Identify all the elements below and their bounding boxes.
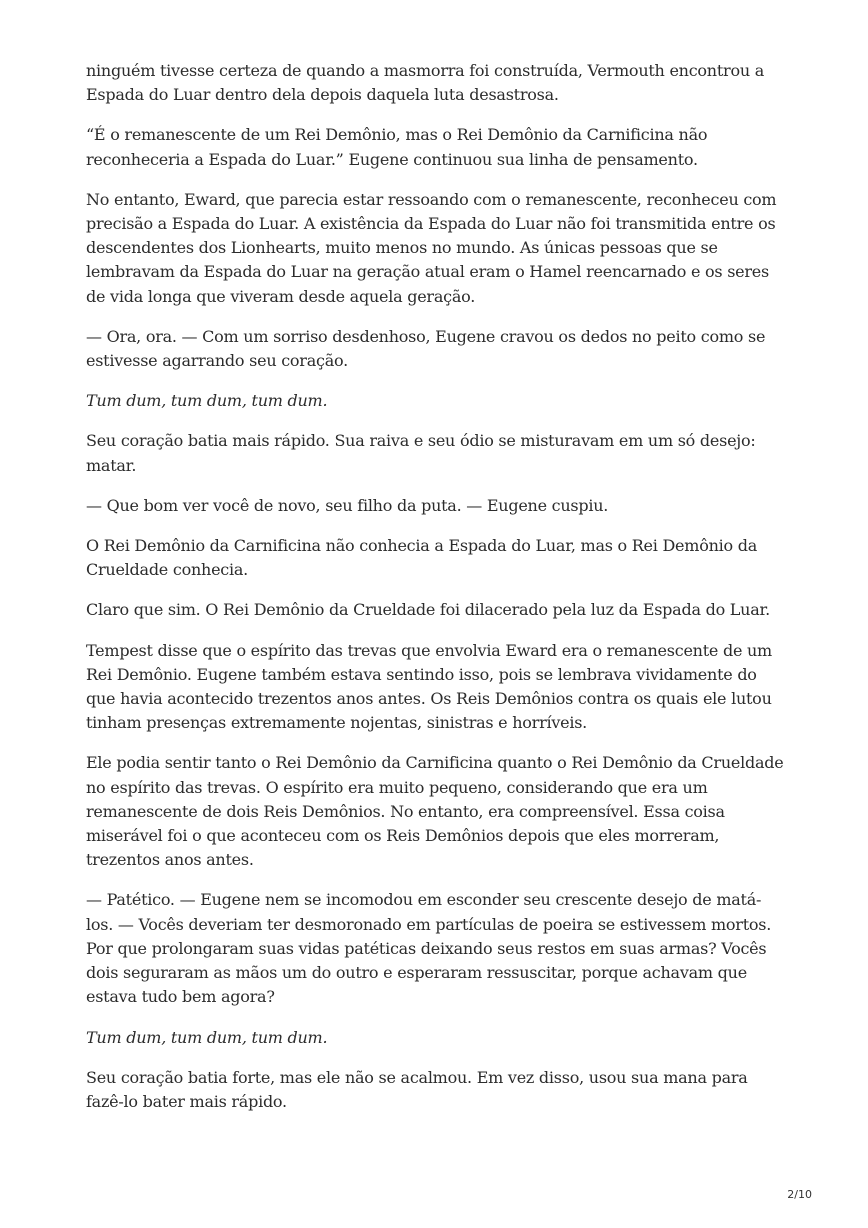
paragraph: ninguém tivesse certeza de quando a masmorra foi construída, Vermouth encontrou a Espada do Luar dentro dela depois daquela luta desastrosa. bbox=[86, 61, 764, 105]
paragraph: — Ora, ora. — Com um sorriso desdenhoso, Eugene cravou os dedos no peito como se estivesse agarrando seu coração. bbox=[86, 326, 766, 371]
paragraph: Tempest disse que o espírito das trevas que envolvia Eward era o remanescente de um Rei Demônio. Eugene também estava sentindo isso, pois se lembrava vividamente do que havia acontecido trezentos anos antes. Os Reis Demônios contra os quais ele lutou tinham presenças extremamente nojentas, sinistras e horríveis. bbox=[86, 640, 772, 733]
document-body bbox=[86, 59, 786, 1130]
paragraph: — Patético. — Eugene nem se incomodou em esconder seu crescente desejo de matá-los. — Vocês deveriam ter desmoronado em partículas de poeira se estivessem mortos. Por que prolongaram suas vidas patéticas deixando seus restos em suas armas? Vocês dois seguraram as mãos um do outro e esperaram ressuscitar, porque achavam que estava tudo bem agora? bbox=[86, 890, 772, 1007]
page-number: 2/10 bbox=[787, 1188, 812, 1201]
paragraph-italic: Tum dum, tum dum, tum dum. bbox=[86, 391, 328, 411]
paragraph: Seu coração batia mais rápido. Sua raiva e seu ódio se misturavam em um só desejo: matar. bbox=[86, 431, 756, 475]
paragraph: Ele podia sentir tanto o Rei Demônio da Carnificina quanto o Rei Demônio da Crueldade no espírito das trevas. O espírito era muito pequeno, considerando que era um remanescente de dois Reis Demônios. No entanto, era compreensível. Essa coisa miserável foi o que aconteceu com os Reis Demônios depois que eles morreram, trezentos anos antes. bbox=[86, 753, 784, 870]
paragraph: Claro que sim. O Rei Demônio da Crueldade foi dilacerado pela luz da Espada do Luar. bbox=[86, 600, 770, 620]
paragraph: “É o remanescente de um Rei Demônio, mas o Rei Demônio da Carnificina não reconheceria a Espada do Luar.” Eugene continuou sua linha de pensamento. bbox=[86, 125, 708, 169]
paragraph: — Que bom ver você de novo, seu filho da puta. — Eugene cuspiu. bbox=[86, 495, 609, 515]
paragraph-italic: Tum dum, tum dum, tum dum. bbox=[86, 1027, 328, 1047]
paragraph: O Rei Demônio da Carnificina não conhecia a Espada do Luar, mas o Rei Demônio da Crueldade conhecia. bbox=[86, 536, 757, 580]
paragraph: No entanto, Eward, que parecia estar ressoando com o remanescente, reconheceu com precisão a Espada do Luar. A existência da Espada do Luar não foi transmitida entre os descendentes dos Lionhearts, muito menos no mundo. As únicas pessoas que se lembravam da Espada do Luar na geração atual eram o Hamel reencarnado e os seres de vida longa que viveram desde aquela geração. bbox=[86, 189, 777, 306]
paragraph: Seu coração batia forte, mas ele não se acalmou. Em vez disso, usou sua mana para fazê-lo bater mais rápido. bbox=[86, 1067, 748, 1111]
